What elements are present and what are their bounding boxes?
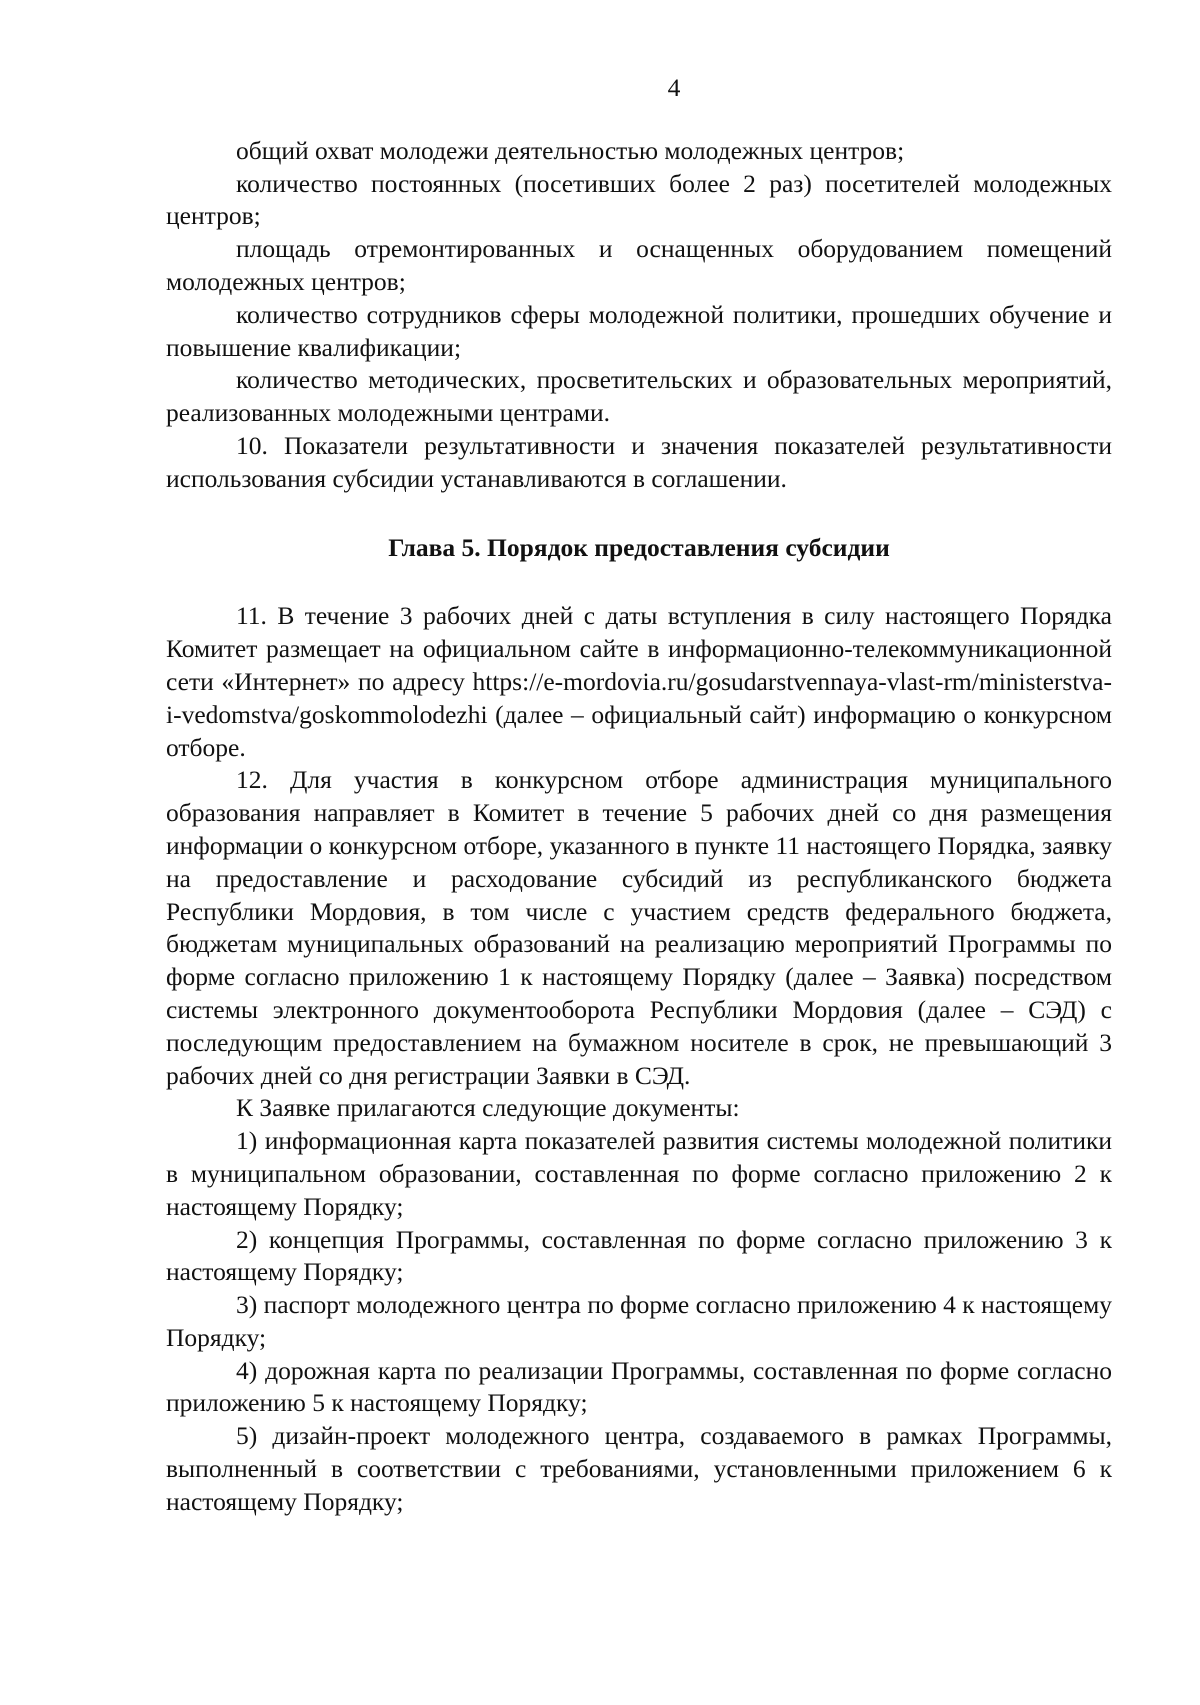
paragraph-11-text: 11. В течение 3 рабочих дней с даты вступления в силу настоящего Порядка Комитет размещает на официальном сайте в информационно-телекоммуникационной сети «Интернет» по адресу [166,601,1112,696]
list-item: 4) дорожная карта по реализации Программы, составленная по форме согласно приложению 5 к настоящему Порядку; [166,1355,1112,1418]
paragraph: количество постоянных (посетивших более 2 раз) посетителей молодежных центров; [166,168,1112,231]
list-item: 3) паспорт молодежного центра по форме согласно приложению 4 к настоящему Порядку; [166,1290,1112,1352]
paragraph: общий охват молодежи деятельностью молодежных центров; [236,135,905,165]
page-number: 4 [667,73,681,102]
chapter-heading: Глава 5. Порядок предоставления субсидии [388,532,890,562]
paragraph: К Заявке прилагаются следующие документы: [236,1093,740,1123]
paragraph: количество методических, просветительских и образовательных мероприятий, реализованных молодежными центрами. [166,365,1112,428]
list-item: 1) информационная карта показателей развития системы молодежной политики в муниципальном образовании, составленная по форме согласно приложению 2 к настоящему Порядку; [166,1126,1112,1221]
paragraph: количество сотрудников сферы молодежной политики, прошедших обучение и повышение квалификации; [166,299,1112,362]
paragraph: 10. Показатели результативности и значения показателей результативности использования субсидии устанавливаются в соглашении. [166,430,1112,493]
paragraph: площадь отремонтированных и оснащенных оборудованием помещений молодежных центров; [166,234,1112,296]
list-item: 5) дизайн-проект молодежного центра, создаваемого в рамках Программы, выполненный в соответствии с требованиями, установленными приложением 6 к настоящему Порядку; [166,1421,1112,1516]
official-site-url: https://e-mordovia.ru/gosudarstvennaya-vlast-rm/ministerstva-i-vedomstva/goskommolodezhi [166,666,1112,729]
paragraph: 12. Для участия в конкурсном отборе администрация муниципального образования направляет в Комитет в течение 5 рабочих дней со дня размещения информации о конкурсном отборе, указанного в пункте 11 настоящего Порядка, заявку на предоставление и расходование субсидий из республиканского бюджета Республики Мордовия, в том числе с участием средств федерального бюджета, бюджетам муниципальных образований на реализацию мероприятий Программы по форме согласно приложению 1 к настоящему Порядку (далее – Заявка) посредством системы электронного документооборота Республики Мордовия (далее – СЭД) с последующим предоставлением на бумажном носителе в срок, не превышающий 3 рабочих дней со дня регистрации Заявки в СЭД. [166,765,1112,1090]
list-item: 2) концепция Программы, составленная по форме согласно приложению 3 к настоящему Порядку; [166,1224,1112,1287]
paragraph-11-text-end: (далее – официальный сайт) информацию о конкурсном отборе. [166,699,1112,762]
paragraph-11 [166,600,1112,764]
